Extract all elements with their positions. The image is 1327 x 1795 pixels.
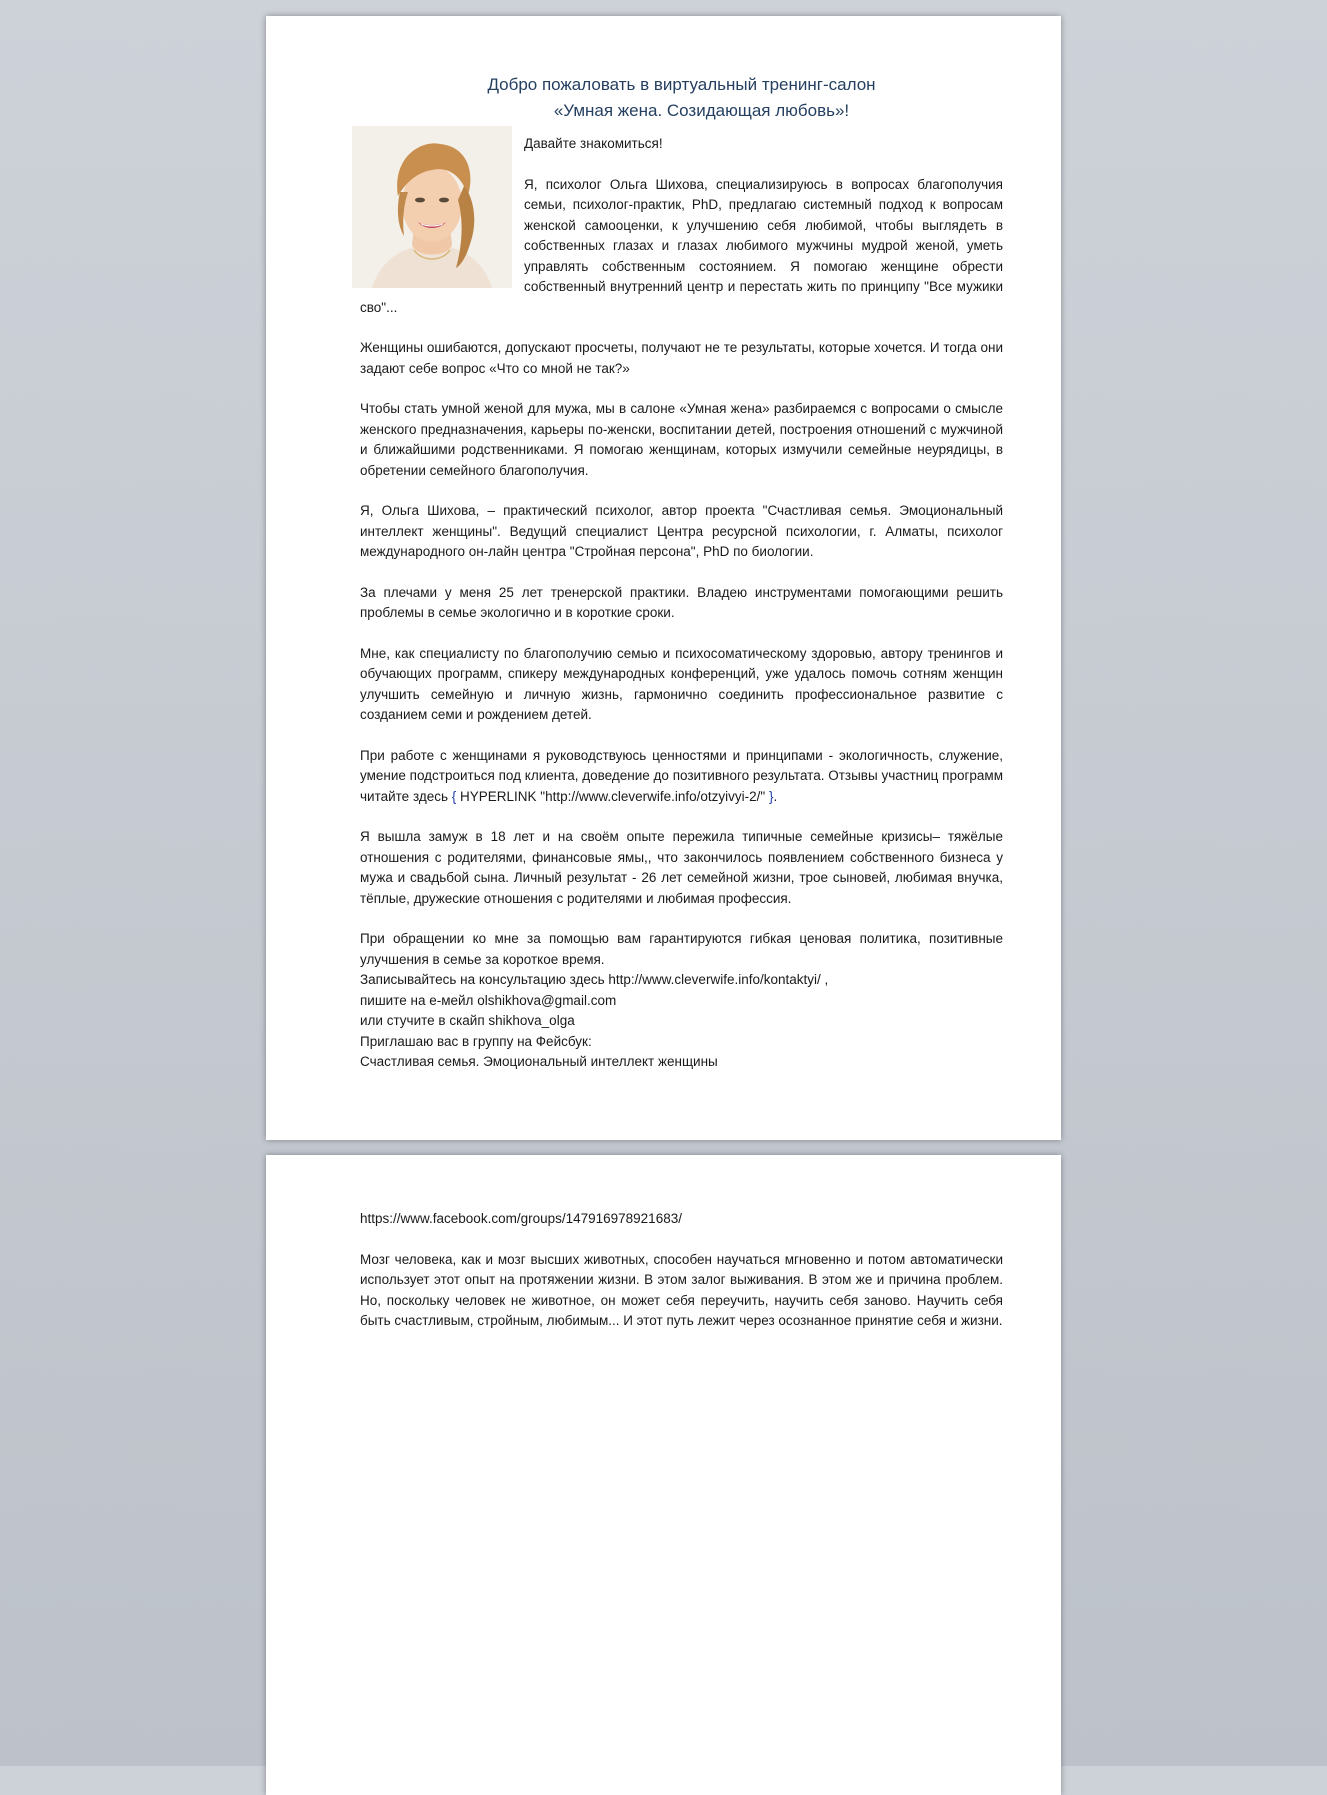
document-title: [360, 72, 1003, 124]
title-line-2: «Умная жена. Созидающая любовь»!: [553, 101, 850, 120]
contact-line-group-name: Счастливая семья. Эмоциональный интеллект женщины: [360, 1054, 718, 1069]
intro-paragraph: Я, психолог Ольга Шихова, специализируюсь в вопросах благополучия семьи, психолог-практик, PhD, предлагаю системный подход к вопросам женской самооценки, к улучшению себя любимой, чтобы выглядеть в собственных глазах и глазах любимого мужчины мудрой женой, уметь управлять собственным состоянием. Я помогаю женщине обрести собственный внутренний центр и перестать жить по принципу "Все мужики сво"...: [360, 176, 1003, 315]
field-brace-close: }: [768, 788, 774, 804]
greeting-text: Давайте знакомиться!: [524, 136, 663, 151]
contact-line-consultation[interactable]: Записывайтесь на консультацию здесь http://www.cleverwife.info/kontaktyi/ ,: [360, 972, 829, 987]
brain-paragraph: Мозг человека, как и мозг высших животных, способен научаться мгновенно и потом автоматически использует этот опыт на протяжении жизни. В этом залог выживания. В этом же и причина проблем. Но, поскольку человек не животное, он может себя переучить, научить себя заново. Научить себя быть счастливым, стройным, любимым... И этот путь лежит через осознанное принятие себя и жизни.: [360, 1251, 1003, 1328]
values-text: При работе с женщинами я руководствуюсь ценностями и принципами - экологичность, служение, умение подстроиться под клиента, доведение до позитивного результата. Отзывы участниц программ читайте здесь: [360, 747, 1003, 804]
author-photo: [352, 126, 512, 288]
experience-paragraph: За плечами у меня 25 лет тренерской практики. Владею инструментами помогающими решить проблемы в семье экологично и в короткие сроки.: [360, 584, 1003, 620]
specialist-paragraph: Мне, как специалисту по благополучию семью и психосоматическому здоровью, автору тренингов и обучающих программ, спикеру международных конференций, уже удалось помочь сотням женщин улучшить семейную и личную жизнь, гармонично соединить профессиональное развитие с созданием семи и рождением детей.: [360, 645, 1003, 722]
salon-paragraph: Чтобы стать умной женой для мужа, мы в салоне «Умная жена» разбираемся с вопросами о смысле женского предназначения, карьеры по-женски, воспитании детей, построения отношений с мужчиной и ближайшими родственниками. Я помогаю женщинам, которых измучили семейные неурядицы, в обретении семейного благополучия.: [360, 401, 1003, 478]
field-brace-open: {: [451, 788, 457, 804]
document-page-1: [266, 16, 1061, 1140]
contact-line-email[interactable]: пишите на е-мейл olshikhova@gmail.com: [360, 992, 617, 1008]
facebook-group-url[interactable]: https://www.facebook.com/groups/147916978921683/: [360, 1211, 682, 1226]
title-line-1: Добро пожаловать в виртуальный тренинг-салон: [487, 75, 876, 94]
hyperlink-field-code[interactable]: HYPERLINK "http://www.cleverwife.info/otzyivyi-2/": [456, 788, 769, 804]
values-end: .: [773, 788, 778, 804]
personal-paragraph: Я вышла замуж в 18 лет и на своём опыте пережила типичные семейные кризисы– тяжёлые отношения с родителями, финансовые ямы,, что закончилось появлением собственного бизнеса у мужа и свадьбой сына. Личный результат - 26 лет семейной жизни, трое сыновей, любимая внучка, тёплые, дружеские отношения с родителями и любимая профессия.: [360, 829, 1003, 906]
values-paragraph: [360, 746, 1003, 808]
author-paragraph: Я, Ольга Шихова, – практический психолог, автор проекта "Счастливая семья. Эмоциональный интеллект женщины". Ведущий специалист Центра ресурсной психологии, г. Алматы, психолог международного он-лайн центра "Стройная персона", PhD по биологии.: [360, 503, 1003, 559]
contact-paragraph: При обращении ко мне за помощью вам гарантируются гибкая ценовая политика, позитивные улучшения в семье за короткое время.: [360, 931, 1003, 967]
contact-line-facebook-invite: Приглашаю вас в группу на Фейсбук:: [360, 1033, 592, 1049]
document-page-2: [266, 1155, 1061, 1795]
mistakes-paragraph: Женщины ошибаются, допускают просчеты, получают не те результаты, которые хочется. И тогда они задают себе вопрос «Что со мной не так?»: [360, 340, 1003, 376]
contact-line-skype[interactable]: или стучите в скайп shikhova_olga: [360, 1013, 575, 1028]
page-1-content: [360, 72, 1003, 1073]
page-2-content: [360, 1209, 1003, 1352]
